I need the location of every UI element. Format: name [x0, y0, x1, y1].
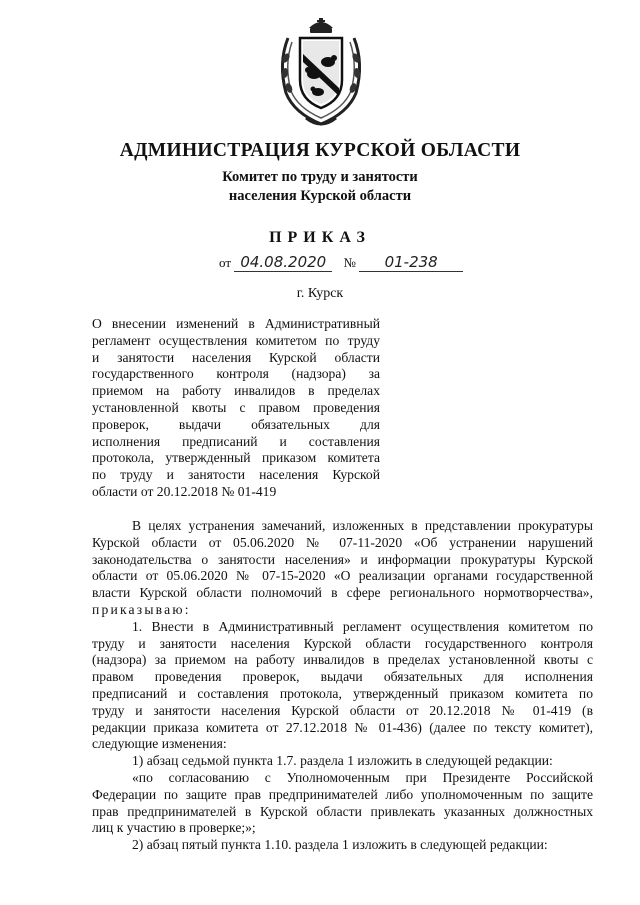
subject-line: по труду и занятости населения Курской — [92, 467, 380, 483]
body-line: Курской области от 05.06.2020 № 07-11-2020 «Об устранении нарушений — [92, 534, 593, 550]
order-date-number-line — [219, 254, 463, 272]
order-subject — [92, 316, 380, 501]
organization-title: АДМИНИСТРАЦИЯ КУРСКОЙ ОБЛАСТИ — [119, 140, 521, 161]
body-line: Федерации по защите прав предпринимателей либо уполномоченным по защите — [92, 786, 593, 802]
subject-line: установленной квоты с правом проведения — [92, 399, 380, 415]
body-line: 1) абзац седьмой пункта 1.7. раздела 1 изложить в следующей редакции: — [132, 753, 553, 769]
order-number-handwritten: 01-238 — [359, 254, 463, 272]
body-line: лиц к участию в проверке;»; — [92, 820, 256, 836]
body-line: предписаний и составления протокола, утвержденный приказом комитета по — [92, 685, 593, 701]
city: г. Курск — [296, 286, 344, 301]
subject-line: исполнения предписаний и составления — [92, 433, 380, 449]
subject-line: и занятости населения Курской области — [92, 349, 380, 365]
body-line: правом проведения проверок, выдачи обязательных для исполнения — [92, 669, 593, 685]
body-line: области от 05.06.2020 № 07-15-2020 «О реализации органами государственной — [92, 568, 593, 584]
subject-line: государственного контроля (надзора) за — [92, 366, 380, 382]
order-title: ПРИКАЗ — [269, 229, 371, 246]
body-line: следующие изменения: — [92, 736, 227, 752]
body-line: прав предпринимателей в Курской области привлекать указанных должностных — [92, 803, 593, 819]
body-line: труду и занятости населения Курской области от 20.12.2018 № 01-419 (в — [92, 702, 593, 718]
committee-name-line2: населения Курской области — [228, 188, 412, 204]
date-label: от — [219, 255, 232, 270]
subject-line: О внесении изменений в Административный — [92, 316, 380, 331]
body-line: (надзора) за приемом на работу инвалидов в пределах установленной квоты с — [92, 652, 593, 668]
body-line: редакции приказа комитета от 27.12.2018 № 01-436) (далее по тексту комитет), — [92, 719, 593, 735]
body-line: 1. Внести в Административный регламент осуществления комитетом по — [132, 618, 593, 634]
committee-name-line1: Комитет по труду и занятости — [222, 169, 418, 185]
order-date-handwritten: 04.08.2020 — [234, 254, 332, 272]
subject-line: области от 20.12.2018 № 01-419 — [92, 483, 277, 499]
body-line: «по согласованию с Уполномоченным при Президенте Российской — [132, 769, 593, 785]
body-line: власти Курской области полномочий в сфере регионального нормотворчества», — [92, 585, 593, 601]
order-body — [92, 518, 593, 854]
body-line: труду и занятости населения Курской области государственного контроля — [92, 635, 593, 651]
body-line: В целях устранения замечаний, изложенных в представлении прокуратуры — [132, 518, 593, 533]
coat-of-arms-icon — [276, 18, 366, 130]
body-line: 2) абзац пятый пункта 1.10. раздела 1 изложить в следующей редакции: — [132, 837, 548, 853]
body-line-order-word: приказываю: — [92, 601, 191, 617]
subject-line: приемом на работу инвалидов в пределах — [92, 383, 380, 399]
subject-line: регламент осуществления комитетом по труду — [92, 332, 380, 348]
number-label: № — [343, 255, 356, 270]
subject-line: проверок, выдачи обязательных для — [92, 416, 380, 432]
body-line: законодательства о занятости населения» и информации прокуратуры Курской — [92, 551, 593, 567]
subject-line: протокола, утвержденный приказом комитета — [92, 450, 380, 466]
